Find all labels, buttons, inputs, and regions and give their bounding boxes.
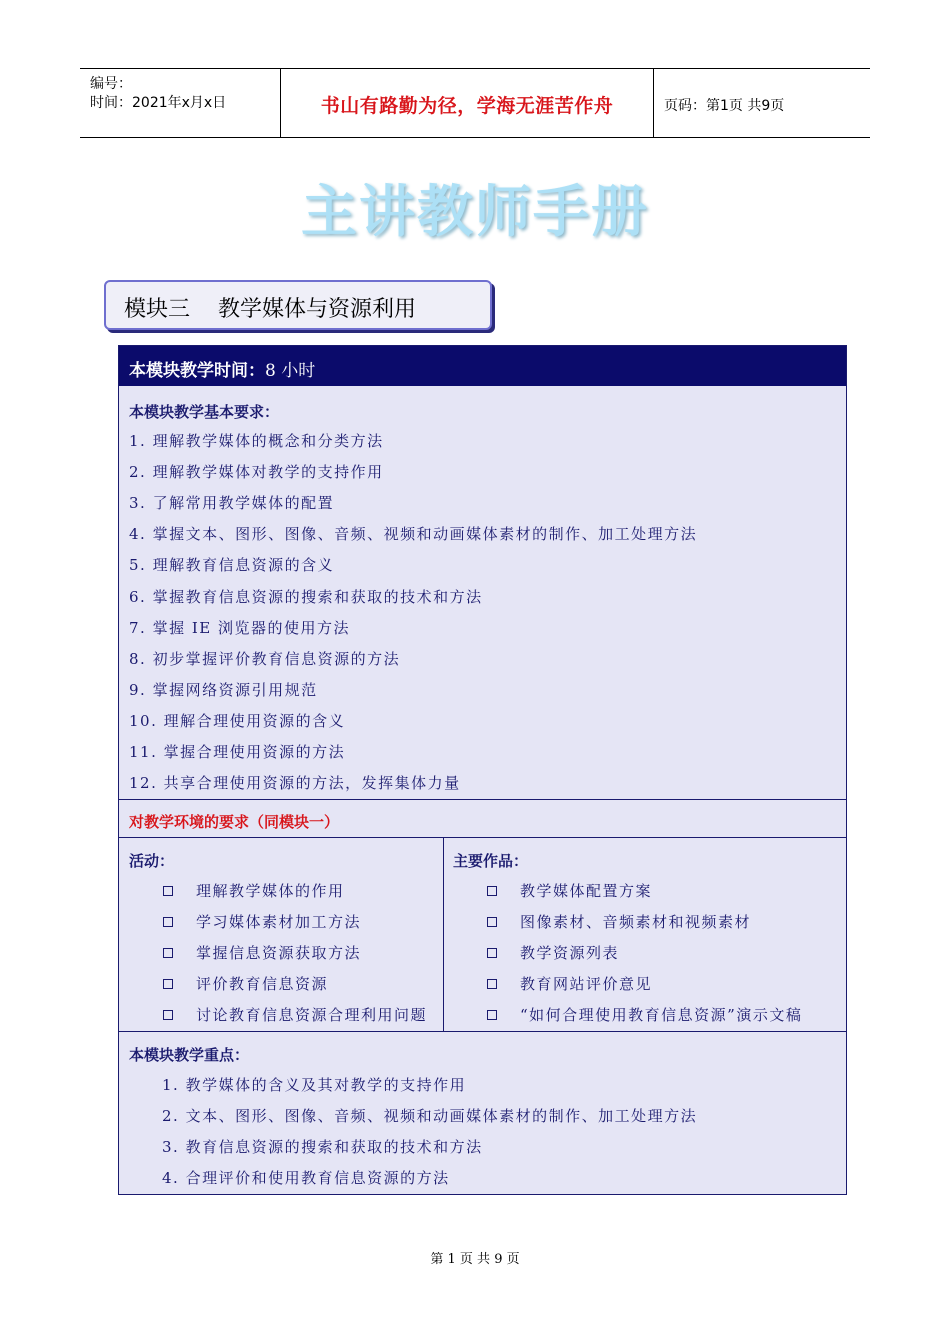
list-item: 11. 掌握合理使用资源的方法 (129, 743, 346, 761)
header-page-cell (654, 69, 870, 137)
checkbox-bullet-icon (163, 1010, 173, 1020)
time-bar (119, 346, 846, 386)
list-item: 掌握信息资源获取方法 (196, 944, 362, 963)
list-item: 2. 理解教学媒体对教学的支持作用 (129, 463, 384, 482)
list-item: 9. 掌握网络资源引用规范 (129, 680, 318, 699)
list-item: 理解教学媒体的作用 (196, 882, 345, 900)
list-item: 3. 了解常用教学媒体的配置 (129, 494, 335, 513)
module-title-box (104, 280, 492, 330)
checkbox-bullet-icon (163, 979, 173, 989)
divider (119, 799, 846, 800)
list-item: 图像素材、音频素材和视频素材 (520, 913, 752, 932)
module-table (118, 345, 847, 1195)
list-item: 3. 教育信息资源的搜索和获取的技术和方法 (162, 1138, 483, 1157)
list-item: 4. 合理评价和使用教育信息资源的方法 (162, 1169, 450, 1188)
motto: 书山有路勤为径，学海无涯苦作舟 (320, 95, 614, 117)
document-header (80, 68, 870, 138)
time-value: 8 小时 (265, 361, 316, 381)
list-item: 4. 掌握文本、图形、图像、音频、视频和动画媒体素材的制作、加工处理方法 (129, 525, 698, 544)
list-item: 评价教育信息资源 (196, 975, 329, 994)
works-heading: 主要作品： (453, 852, 529, 870)
list-item: 6. 掌握教育信息资源的搜索和获取的技术和方法 (129, 587, 483, 606)
list-item: 讨论教育信息资源合理利用问题 (196, 1006, 428, 1025)
checkbox-bullet-icon (487, 948, 497, 958)
list-item: 12. 共享合理使用资源的方法，发挥集体力量 (129, 774, 461, 793)
checkbox-bullet-icon (487, 979, 497, 989)
list-item: 1. 理解教学媒体的概念和分类方法 (129, 432, 384, 450)
key-points-heading: 本模块教学重点： (129, 1046, 250, 1064)
list-item: “如何合理使用教育信息资源”演示文稿 (520, 1006, 803, 1025)
page-footer: 第 1 页 共 9 页 (430, 1252, 520, 1267)
module-title: 模块三 教学媒体与资源利用 (124, 297, 416, 322)
list-item: 5. 理解教育信息资源的含义 (129, 556, 335, 575)
list-item: 1. 教学媒体的含义及其对教学的支持作用 (162, 1076, 467, 1094)
list-item: 学习媒体素材加工方法 (196, 913, 362, 932)
time-label: 本模块教学时间： (129, 361, 265, 381)
document-title: 主讲教师手册 (301, 180, 649, 245)
activities-heading: 活动： (129, 852, 175, 870)
list-item: 8. 初步掌握评价教育信息资源的方法 (129, 649, 401, 668)
header-motto-cell (281, 69, 654, 137)
list-item: 教育网站评价意见 (520, 975, 653, 994)
list-item: 2. 文本、图形、图像、音频、视频和动画媒体素材的制作、加工处理方法 (162, 1107, 698, 1126)
checkbox-bullet-icon (487, 886, 497, 896)
header-meta-cell (80, 69, 281, 137)
list-item: 教学媒体配置方案 (520, 882, 653, 900)
checkbox-bullet-icon (163, 948, 173, 958)
divider (119, 1031, 846, 1032)
divider (119, 837, 846, 838)
time-label: 时间：2021年x月x日 (90, 95, 227, 111)
list-item: 10. 理解合理使用资源的含义 (129, 711, 346, 730)
number-label: 编号： (90, 76, 132, 92)
requirements-heading: 本模块教学基本要求： (129, 403, 280, 421)
checkbox-bullet-icon (163, 917, 173, 927)
page-info: 页码：第1页 共9页 (664, 98, 785, 114)
list-item: 7. 掌握 IE 浏览器的使用方法 (129, 618, 350, 637)
checkbox-bullet-icon (163, 886, 173, 896)
checkbox-bullet-icon (487, 917, 497, 927)
checkbox-bullet-icon (487, 1010, 497, 1020)
environment-requirement: 对教学环境的要求（同模块一） (129, 813, 340, 831)
list-item: 教学资源列表 (520, 944, 620, 963)
column-divider (443, 837, 444, 1031)
